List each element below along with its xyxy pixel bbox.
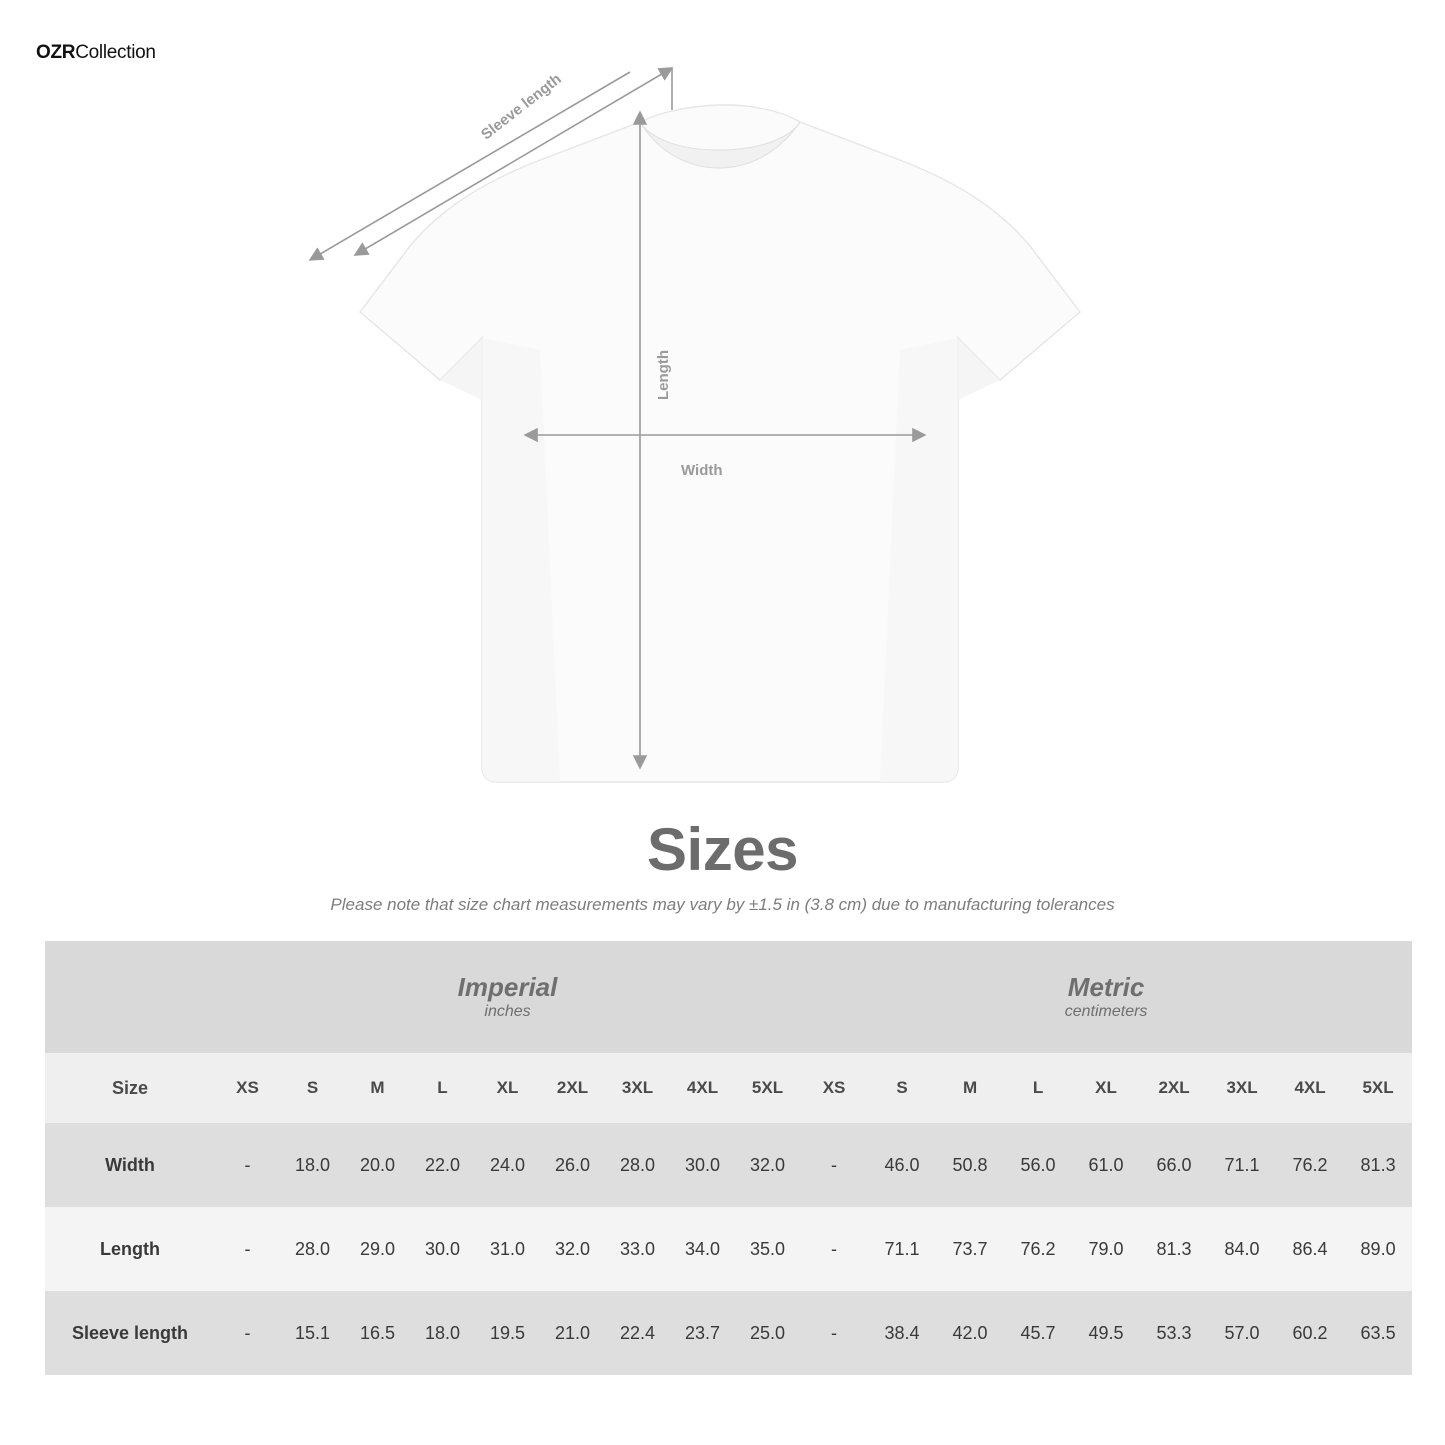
cell-sleeve-imp-3xl: 22.4: [605, 1291, 670, 1375]
column-header-imp-s: S: [280, 1053, 345, 1123]
tshirt-shape: [360, 105, 1080, 782]
size-table-wrap: [45, 941, 1400, 1375]
cell-length-met-xs: -: [800, 1207, 868, 1291]
cell-length-imp-2xl: 32.0: [540, 1207, 605, 1291]
cell-width-met-xs: -: [800, 1123, 868, 1207]
tolerance-note: Please note that size chart measurements may vary by ±1.5 in (3.8 cm) due to manufacturing tolerances: [330, 895, 1115, 914]
unit-imperial-name: Imperial: [457, 972, 558, 1003]
column-header-met-xs: XS: [800, 1053, 868, 1123]
column-header-size: Size: [45, 1053, 215, 1123]
cell-length-met-5xl: 89.0: [1344, 1207, 1412, 1291]
cell-sleeve-met-xs: -: [800, 1291, 868, 1375]
cell-sleeve-imp-xl: 19.5: [475, 1291, 540, 1375]
column-header-imp-4xl: 4XL: [670, 1053, 735, 1123]
brand-name-secondary: Collection: [75, 42, 156, 63]
cell-length-met-2xl: 81.3: [1140, 1207, 1208, 1291]
unit-header-metric: [800, 941, 1412, 1053]
cell-width-met-2xl: 66.0: [1140, 1123, 1208, 1207]
cell-width-imp-s: 18.0: [280, 1123, 345, 1207]
cell-sleeve-imp-4xl: 23.7: [670, 1291, 735, 1375]
cell-length-imp-xl: 31.0: [475, 1207, 540, 1291]
row-label-length: Length: [45, 1207, 215, 1291]
cell-width-met-3xl: 71.1: [1208, 1123, 1276, 1207]
column-header-imp-xl: XL: [475, 1053, 540, 1123]
table-row: [45, 1123, 1412, 1207]
cell-length-imp-m: 29.0: [345, 1207, 410, 1291]
cell-sleeve-imp-m: 16.5: [345, 1291, 410, 1375]
unit-header-row: [45, 941, 1412, 1053]
cell-length-imp-xs: -: [215, 1207, 280, 1291]
unit-header-imperial: [215, 941, 800, 1053]
column-header-imp-l: L: [410, 1053, 475, 1123]
cell-length-imp-5xl: 35.0: [735, 1207, 800, 1291]
cell-sleeve-met-3xl: 57.0: [1208, 1291, 1276, 1375]
cell-sleeve-imp-l: 18.0: [410, 1291, 475, 1375]
cell-length-imp-s: 28.0: [280, 1207, 345, 1291]
cell-width-met-m: 50.8: [936, 1123, 1004, 1207]
column-header-met-m: M: [936, 1053, 1004, 1123]
table-row: [45, 1291, 1412, 1375]
column-header-met-3xl: 3XL: [1208, 1053, 1276, 1123]
cell-width-met-xl: 61.0: [1072, 1123, 1140, 1207]
tshirt-svg: [0, 50, 1445, 810]
cell-width-met-s: 46.0: [868, 1123, 936, 1207]
column-header-imp-2xl: 2XL: [540, 1053, 605, 1123]
unit-metric-name: Metric: [1067, 972, 1145, 1003]
cell-sleeve-met-s: 38.4: [868, 1291, 936, 1375]
cell-sleeve-met-4xl: 60.2: [1276, 1291, 1344, 1375]
cell-width-imp-m: 20.0: [345, 1123, 410, 1207]
cell-width-imp-3xl: 28.0: [605, 1123, 670, 1207]
sleeve-length-label: Sleeve length: [478, 70, 565, 144]
cell-length-imp-3xl: 33.0: [605, 1207, 670, 1291]
cell-sleeve-imp-5xl: 25.0: [735, 1291, 800, 1375]
cell-sleeve-imp-xs: -: [215, 1291, 280, 1375]
unit-imperial-unit: inches: [484, 1002, 531, 1020]
column-header-met-2xl: 2XL: [1140, 1053, 1208, 1123]
cell-sleeve-met-2xl: 53.3: [1140, 1291, 1208, 1375]
column-header-met-5xl: 5XL: [1344, 1053, 1412, 1123]
row-label-sleeve-length: Sleeve length: [45, 1291, 215, 1375]
cell-length-imp-l: 30.0: [410, 1207, 475, 1291]
cell-length-met-m: 73.7: [936, 1207, 1004, 1291]
tshirt-illustration: [0, 50, 1445, 810]
cell-width-imp-2xl: 26.0: [540, 1123, 605, 1207]
cell-length-met-l: 76.2: [1004, 1207, 1072, 1291]
cell-sleeve-imp-2xl: 21.0: [540, 1291, 605, 1375]
width-label: Width: [681, 462, 723, 479]
cell-width-imp-4xl: 30.0: [670, 1123, 735, 1207]
cell-length-met-4xl: 86.4: [1276, 1207, 1344, 1291]
cell-sleeve-met-xl: 49.5: [1072, 1291, 1140, 1375]
cell-length-met-xl: 79.0: [1072, 1207, 1140, 1291]
size-table: [45, 941, 1412, 1375]
cell-sleeve-met-5xl: 63.5: [1344, 1291, 1412, 1375]
table-row: [45, 1207, 1412, 1291]
cell-width-imp-xs: -: [215, 1123, 280, 1207]
column-header-imp-m: M: [345, 1053, 410, 1123]
column-header-met-s: S: [868, 1053, 936, 1123]
cell-width-imp-5xl: 32.0: [735, 1123, 800, 1207]
cell-length-imp-4xl: 34.0: [670, 1207, 735, 1291]
cell-width-imp-xl: 24.0: [475, 1123, 540, 1207]
column-header-row: [45, 1053, 1412, 1123]
cell-sleeve-met-m: 42.0: [936, 1291, 1004, 1375]
cell-length-met-3xl: 84.0: [1208, 1207, 1276, 1291]
page-title: Sizes: [647, 816, 798, 883]
column-header-met-xl: XL: [1072, 1053, 1140, 1123]
column-header-imp-xs: XS: [215, 1053, 280, 1123]
cell-width-imp-l: 22.0: [410, 1123, 475, 1207]
cell-sleeve-imp-s: 15.1: [280, 1291, 345, 1375]
row-label-width: Width: [45, 1123, 215, 1207]
column-header-imp-5xl: 5XL: [735, 1053, 800, 1123]
cell-width-met-l: 56.0: [1004, 1123, 1072, 1207]
cell-sleeve-met-l: 45.7: [1004, 1291, 1072, 1375]
cell-width-met-4xl: 76.2: [1276, 1123, 1344, 1207]
brand-name-primary: OZR: [36, 42, 76, 63]
length-label: Length: [655, 350, 672, 400]
column-header-imp-3xl: 3XL: [605, 1053, 670, 1123]
column-header-met-4xl: 4XL: [1276, 1053, 1344, 1123]
column-header-met-l: L: [1004, 1053, 1072, 1123]
cell-length-met-s: 71.1: [868, 1207, 936, 1291]
cell-width-met-5xl: 81.3: [1344, 1123, 1412, 1207]
unit-metric-unit: centimeters: [1064, 1002, 1148, 1020]
unit-header-blank: [45, 941, 215, 1053]
